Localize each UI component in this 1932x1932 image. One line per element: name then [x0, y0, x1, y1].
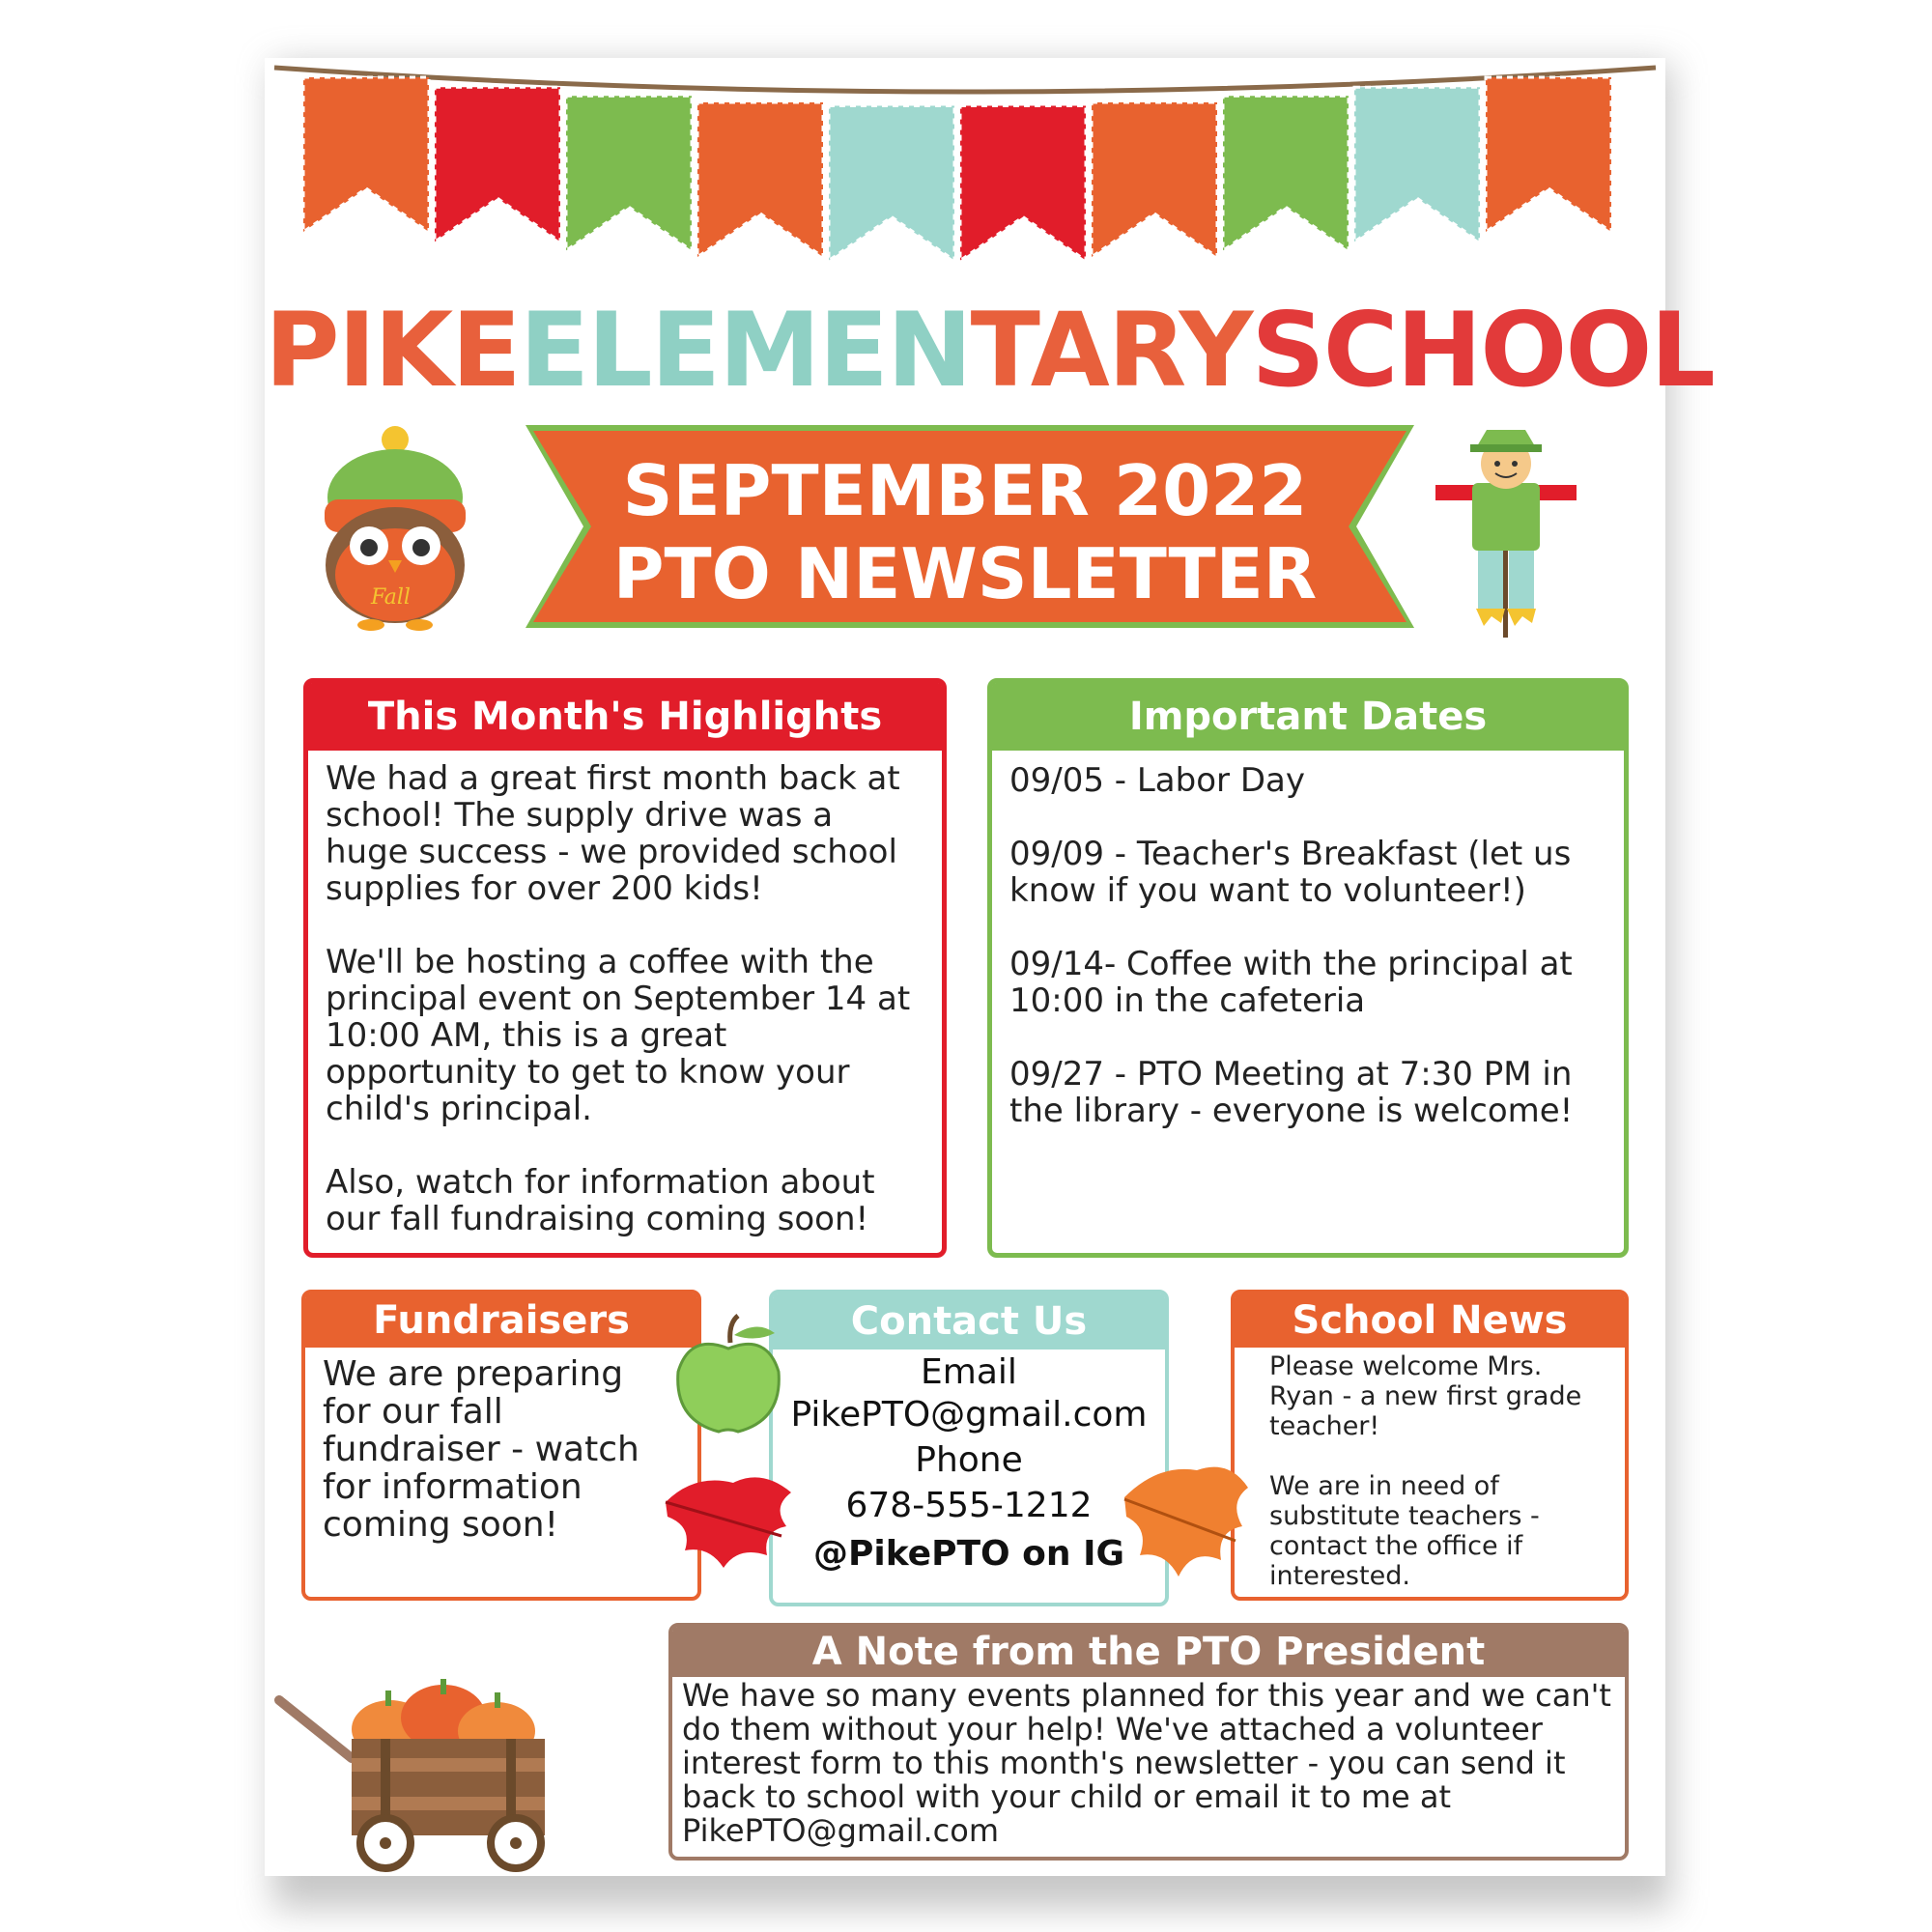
banner-line-2: PTO NEWSLETTER	[612, 533, 1318, 614]
red-leaf-icon	[656, 1463, 801, 1575]
bunting-flag	[960, 106, 1086, 261]
fundraisers-text: We are preparing for our fall fundraiser - watch for information coming soon!	[323, 1354, 639, 1545]
bunting-flag	[1223, 96, 1349, 250]
highlights-body	[308, 751, 942, 1237]
contact-email-label: Email	[921, 1352, 1017, 1392]
title-part-school: SCHOOL	[1251, 291, 1714, 410]
title-part-pike: PIKE	[265, 291, 520, 410]
highlights-paragraph: We'll be hosting a coffee with the principal event on September 14 at 10:00 AM, this is a great opportunity to get to know your child's principal.	[326, 943, 911, 1128]
contact-social[interactable]: @PikePTO on IG	[812, 1534, 1125, 1574]
dates-list	[992, 751, 1624, 1129]
pumpkin-wagon-illustration	[274, 1662, 564, 1869]
banner-line-1: SEPTEMBER 2022	[622, 450, 1308, 531]
president-heading: A Note from the PTO President	[672, 1627, 1625, 1677]
school-news-heading: School News	[1235, 1293, 1625, 1348]
scarecrow-illustration	[1434, 425, 1578, 638]
owl-illustration	[313, 420, 477, 633]
highlights-heading: This Month's Highlights	[308, 683, 942, 751]
owl-sweater-text: Fall	[371, 585, 411, 610]
president-text: We have so many events planned for this year and we can't do them without your help! We've attached a volunteer interest form to this month's newsletter - you can send it back to school with your child or email it to me at PikePTO@gmail.com	[682, 1677, 1611, 1849]
highlights-paragraph: Also, watch for information about our fall fundraising coming soon!	[326, 1163, 875, 1238]
bunting-flag	[1486, 77, 1611, 232]
title-part-elemen: ELEMEN	[519, 291, 971, 410]
contact-phone[interactable]: 678-555-1212	[845, 1486, 1093, 1525]
highlights-box	[303, 678, 947, 1258]
orange-leaf-icon	[1115, 1449, 1255, 1584]
bunting-flag	[303, 77, 429, 232]
school-news-paragraph: Please welcome Mrs. Ryan - a new first grade teacher!	[1269, 1351, 1582, 1441]
apple-icon	[670, 1314, 786, 1439]
bunting-flag	[1354, 87, 1480, 242]
school-title	[265, 291, 1714, 410]
contact-email[interactable]: PikePTO@gmail.com	[790, 1395, 1148, 1435]
contact-heading: Contact Us	[773, 1293, 1165, 1350]
important-dates-box	[987, 678, 1629, 1258]
date-item: 09/05 - Labor Day	[1009, 761, 1305, 800]
school-news-box	[1231, 1290, 1629, 1601]
bunting-flag	[1092, 102, 1217, 257]
ribbon-text	[583, 449, 1347, 615]
bunting-flag	[829, 106, 954, 261]
bunting-flag	[566, 96, 692, 250]
title-part-tary: TARY	[970, 291, 1252, 410]
newsletter-page	[265, 58, 1714, 1876]
date-item: 09/14- Coffee with the principal at 10:00 in the cafeteria	[1009, 945, 1573, 1020]
contact-box	[769, 1290, 1169, 1606]
bunting-flag	[697, 102, 823, 257]
dates-heading: Important Dates	[992, 683, 1624, 751]
fundraisers-box	[301, 1290, 701, 1601]
president-note-box	[668, 1623, 1629, 1861]
school-news-body	[1235, 1348, 1625, 1591]
bunting-flag	[435, 87, 560, 242]
date-item: 09/27 - PTO Meeting at 7:30 PM in the library - everyone is welcome!	[1009, 1055, 1574, 1130]
bunting-banner	[265, 58, 1665, 290]
highlights-paragraph: We had a great first month back at school! The supply drive was a huge success - we provided school supplies for over 200 kids!	[326, 759, 900, 908]
date-item: 09/09 - Teacher's Breakfast (let us know if you want to volunteer!)	[1009, 835, 1572, 910]
school-news-paragraph: We are in need of substitute teachers - contact the office if interested.	[1269, 1471, 1540, 1591]
contact-phone-label: Phone	[915, 1440, 1023, 1480]
fundraisers-heading: Fundraisers	[305, 1293, 697, 1348]
